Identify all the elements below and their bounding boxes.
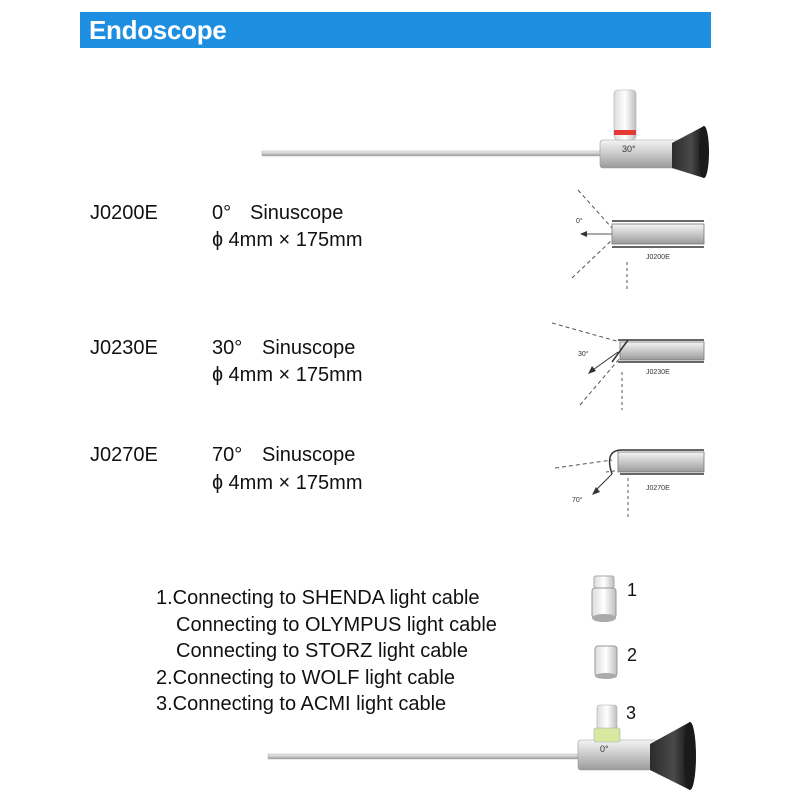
scope-marking: 0° bbox=[600, 744, 609, 754]
scope-marking: 30° bbox=[622, 144, 636, 154]
product-code: J0230E bbox=[90, 337, 158, 359]
diagram-angle: 30° bbox=[578, 351, 589, 358]
product-size: ɸ 4mm × 175mm bbox=[212, 364, 363, 386]
product-size: ɸ 4mm × 175mm bbox=[212, 472, 363, 494]
diagram-angle: 70° bbox=[572, 497, 583, 504]
product-name: Sinuscope bbox=[262, 444, 356, 466]
adapter-number: 1 bbox=[627, 580, 638, 600]
diagram-code: J0200E bbox=[646, 254, 670, 261]
connection-item: Connecting to STORZ light cable bbox=[176, 640, 469, 662]
section-title: Endoscope bbox=[89, 15, 227, 45]
product-name: Sinuscope bbox=[262, 337, 356, 359]
product-angle: 30° bbox=[212, 337, 243, 359]
product-angle: 70° bbox=[212, 444, 243, 466]
adapter-number: 2 bbox=[627, 645, 638, 665]
connection-item: 1.Connecting to SHENDA light cable bbox=[156, 587, 480, 609]
product-code: J0270E bbox=[90, 444, 158, 466]
connection-item: Connecting to OLYMPUS light cable bbox=[176, 614, 497, 636]
adapter-number: 3 bbox=[626, 703, 637, 723]
product-code: J0200E bbox=[90, 202, 158, 224]
diagram-angle: 0° bbox=[576, 218, 583, 225]
product-name: Sinuscope bbox=[250, 202, 344, 224]
product-angle: 0° bbox=[212, 202, 232, 224]
connection-item: 2.Connecting to WOLF light cable bbox=[156, 667, 456, 689]
diagram-code: J0230E bbox=[646, 369, 670, 376]
connection-item: 3.Connecting to ACMI light cable bbox=[156, 693, 447, 715]
diagram-code: J0270E bbox=[646, 485, 670, 492]
product-size: ɸ 4mm × 175mm bbox=[212, 229, 363, 251]
